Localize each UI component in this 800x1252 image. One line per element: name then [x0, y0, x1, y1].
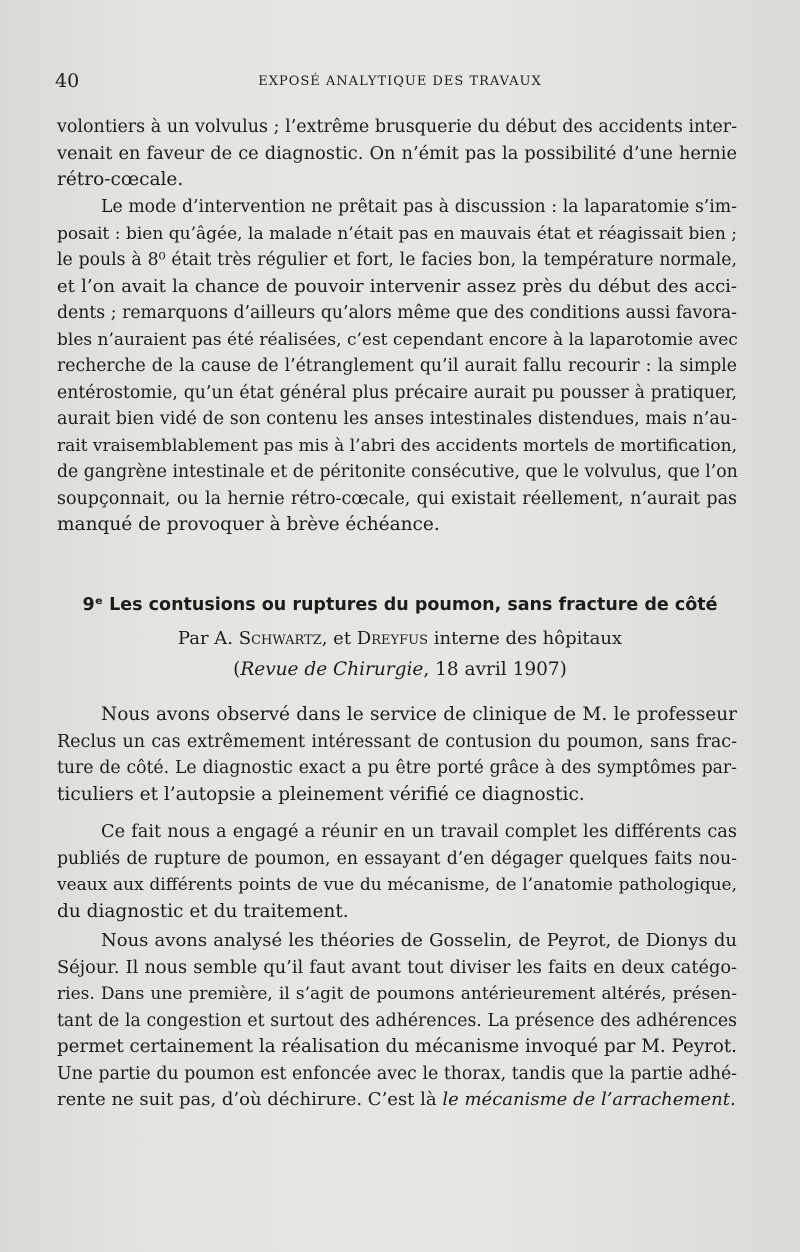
- section-heading: 9ᵉ Les contusions ou ruptures du poumon, sans fracture de côté: [82, 595, 718, 615]
- text-line: ries. Dans une première, il s’agit de poumons antérieurement altérés, présen-: [57, 984, 737, 1004]
- paragraph-4: [57, 819, 737, 925]
- text-line: le pouls à 8⁰ était très régulier et fort, le facies bon, la température normale,: [57, 250, 737, 270]
- authors-mid: , et: [321, 628, 352, 649]
- citation-date: , 18 avril 1907): [423, 659, 567, 680]
- text-line: publiés de rupture de poumon, en essayant d’en dégager quelques faits nou-: [57, 848, 737, 869]
- paragraph-2: [57, 194, 737, 539]
- authors-suffix: interne des hôpitaux: [433, 628, 623, 649]
- paragraph-3: [57, 702, 737, 808]
- paragraph-5: [57, 928, 737, 1114]
- text-line: rait vraisemblablement pas mis à l’abri des accidents mortels de mortification,: [57, 435, 737, 456]
- authors-line: [57, 628, 743, 649]
- journal-title: Revue de Chirurgie: [240, 659, 424, 680]
- text-line: posait : bien qu’âgée, la malade n’était pas en mauvais état et réagissait bien ;: [57, 223, 737, 244]
- text-line: permet certainement la réalisation du mécanisme invoqué par M. Peyrot.: [57, 1036, 737, 1057]
- paragraph-1: [57, 114, 737, 194]
- citation-open: (: [233, 659, 241, 680]
- italic-phrase: le mécanisme de l’arrachement.: [442, 1089, 736, 1110]
- page-number: 40: [55, 70, 80, 92]
- text-line: rétro-cœcale.: [57, 169, 184, 190]
- text-line: bles n’auraient pas été réalisées, c’est cependant encore à la laparotomie avec: [57, 329, 738, 350]
- running-title: EXPOSÉ ANALYTIQUE DES TRAVAUX: [258, 74, 542, 89]
- page-header: [55, 70, 745, 98]
- text-line: Le mode d’intervention ne prêtait pas à discussion : la laparatomie s’im-: [101, 197, 737, 217]
- authors-prefix: Par A.: [177, 628, 233, 649]
- text-line: manqué de provoquer à brève échéance.: [57, 514, 440, 535]
- text-line: [57, 1087, 737, 1114]
- text-line: Séjour. Il nous semble qu’il faut avant tout diviser les faits en deux catégo-: [57, 957, 737, 978]
- text-line: Ce fait nous a engagé a réunir en un travail complet les différents cas: [101, 822, 737, 842]
- text-line: recherche de la cause de l’étranglement qu’il aurait fallu recourir : la simple: [57, 356, 737, 376]
- text-line: entérostomie, qu’un état général plus précaire aurait pu pousser à pratiquer,: [57, 382, 737, 403]
- text-line: tant de la congestion et surtout des adhérences. La présence des adhérences: [57, 1010, 737, 1031]
- text-line: de gangrène intestinale et de péritonite consécutive, que le volvulus, que l’on: [57, 462, 738, 482]
- text-line: volontiers à un volvulus ; l’extrême brusquerie du début des accidents inter-: [57, 117, 737, 137]
- text-line: du diagnostic et du traitement.: [57, 900, 349, 922]
- text-line: veaux aux différents points de vue du mécanisme, de l’anatomie pathologique,: [57, 875, 737, 895]
- text-line: ticuliers et l’autopsie a pleinement vérifié ce diagnostic.: [57, 783, 585, 805]
- text-line: venait en faveur de ce diagnostic. On n’émit pas la possibilité d’une hernie: [57, 143, 737, 164]
- citation: [57, 659, 743, 680]
- text-line: Nous avons observé dans le service de clinique de M. le professeur: [101, 704, 737, 725]
- text-line: ture de côté. Le diagnostic exact a pu être porté grâce à des symptômes par-: [57, 758, 737, 778]
- author-dreyfus: Dreyfus: [356, 628, 428, 649]
- text-line: soupçonnait, ou la hernie rétro-cœcale, qui existait réellement, n’aurait pas: [57, 488, 737, 509]
- text-run: rente ne suit pas, d’où déchirure. C’est là: [57, 1089, 443, 1110]
- text-line: dents ; remarquons d’ailleurs qu’alors même que des conditions aussi favora-: [57, 303, 737, 323]
- text-line: Reclus un cas extrêmement intéressant de contusion du poumon, sans frac-: [57, 731, 737, 752]
- text-line: aurait bien vidé de son contenu les anses intestinales distendues, mais n’au-: [57, 409, 737, 429]
- text-line: Nous avons analysé les théories de Gosselin, de Peyrot, de Dionys du: [101, 930, 737, 951]
- text-line: Une partie du poumon est enfoncée avec le thorax, tandis que la partie adhé-: [57, 1063, 737, 1084]
- author-schwartz: Schwartz: [238, 628, 322, 649]
- text-line: et l’on avait la chance de pouvoir intervenir assez près du début des acci-: [57, 275, 737, 297]
